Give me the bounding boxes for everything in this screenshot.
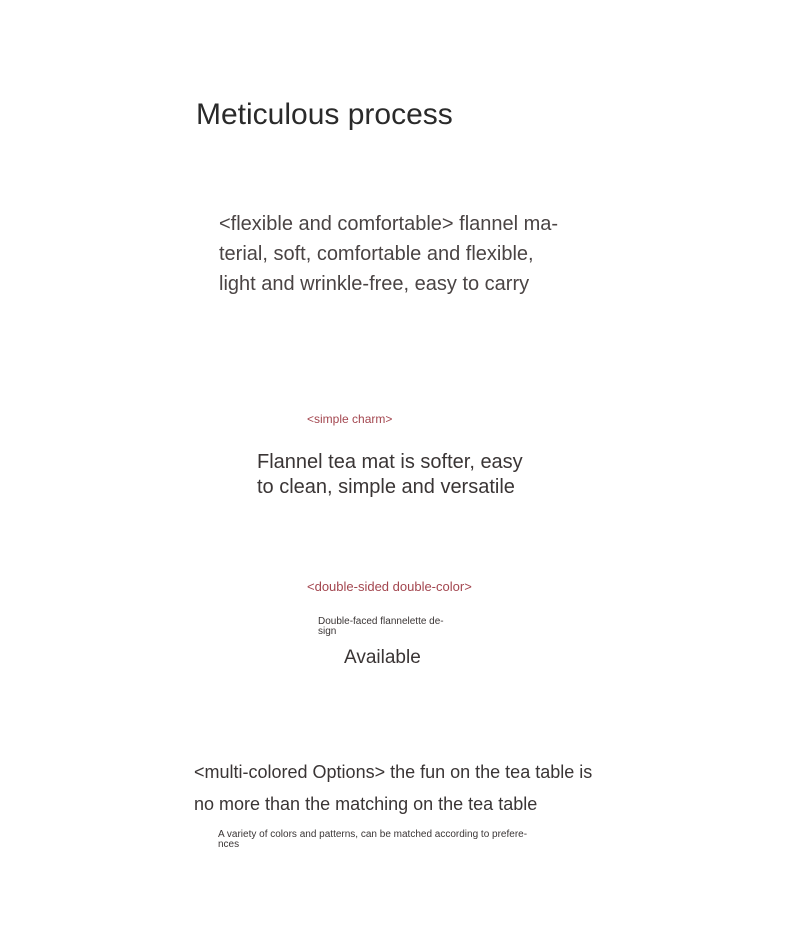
- color-variety-note: [218, 830, 527, 850]
- simple-charm-description: [257, 450, 523, 500]
- text-line: Double-faced flannelette de-: [318, 616, 444, 627]
- text-line: terial, soft, comfortable and flexible,: [219, 243, 534, 265]
- flexible-comfortable-description: [219, 209, 558, 299]
- text-line: no more than the matching on the tea table: [194, 794, 538, 814]
- simple-charm-tag: <simple charm>: [307, 412, 393, 426]
- page-title: Meticulous process: [196, 98, 453, 131]
- text-line: Flannel tea mat is softer, easy: [257, 451, 523, 473]
- text-line: A variety of colors and patterns, can be matched according to prefere-: [218, 829, 528, 840]
- text-line: to clean, simple and versatile: [257, 476, 515, 498]
- text-line: light and wrinkle-free, easy to carry: [219, 273, 530, 295]
- text-line: <flexible and comfortable> flannel ma-: [219, 213, 559, 235]
- text-line: sign: [318, 626, 337, 637]
- available-text: Available: [344, 647, 421, 668]
- text-line: <multi-colored Options> the fun on the tea table is: [194, 762, 593, 782]
- double-sided-tag: <double-sided double-color>: [307, 579, 472, 594]
- text-line: nces: [218, 839, 240, 850]
- double-faced-note: [318, 617, 444, 637]
- multi-colored-description: [194, 756, 592, 820]
